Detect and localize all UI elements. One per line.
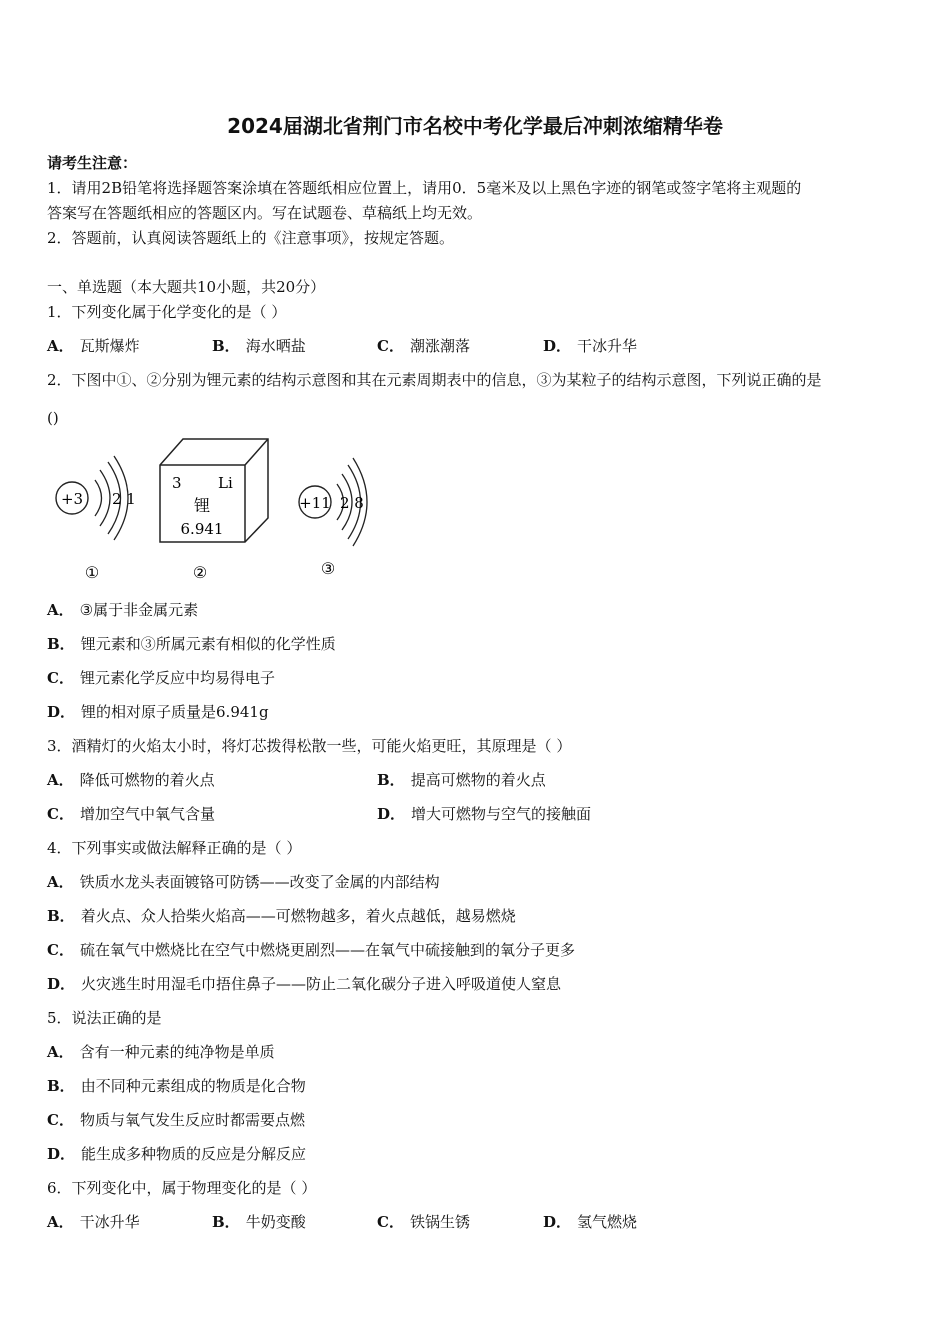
lithium-atom-diagram xyxy=(56,456,136,582)
nucleus-charge: +3 xyxy=(60,490,84,508)
element-name: 锂 xyxy=(193,496,211,515)
option-text: 提高可燃物的着火点 xyxy=(410,771,546,789)
q2-option-d xyxy=(47,702,269,722)
q3-option-c xyxy=(47,804,215,824)
electron-shells: 2 1 xyxy=(112,490,136,508)
option-text: 干冰升华 xyxy=(79,1213,140,1231)
option-key: A． xyxy=(47,601,74,619)
q1-option-a xyxy=(47,336,140,356)
q3-option-a xyxy=(47,770,215,790)
option-key: D． xyxy=(47,703,76,721)
q4-option-d xyxy=(47,974,561,994)
option-text: 氢气燃烧 xyxy=(577,1213,638,1231)
figure-label: ③ xyxy=(320,559,336,578)
option-key: C． xyxy=(47,805,74,823)
page-title: 2024届湖北省荆门市名校中考化学最后冲刺浓缩精华卷 xyxy=(227,114,723,138)
q3-stem: 3．酒精灯的火焰太小时，将灯芯拨得松散一些，可能火焰更旺，其原理是（ ） xyxy=(47,737,572,755)
q4-stem: 4．下列事实或做法解释正确的是（ ） xyxy=(47,839,302,857)
option-text: ③属于非金属元素 xyxy=(79,601,199,619)
periodic-table-cell xyxy=(160,439,268,582)
notice-line-1b: 答案写在答题纸相应的答题区内。写在试题卷、草稿纸上均无效。 xyxy=(47,204,483,222)
q2-stem-paren: () xyxy=(47,409,59,427)
option-text: 硫在氧气中燃烧比在空气中燃烧更剧烈——在氧气中硫接触到的氧分子更多 xyxy=(79,941,575,959)
option-text: 潮涨潮落 xyxy=(409,337,470,355)
q1-option-c xyxy=(377,336,470,356)
option-text: 锂元素和③所属元素有相似的化学性质 xyxy=(80,635,336,653)
option-key: D． xyxy=(47,975,76,993)
option-text: 铁锅生锈 xyxy=(409,1213,470,1231)
q3-option-b xyxy=(377,770,546,790)
option-key: C． xyxy=(47,941,74,959)
option-key: C． xyxy=(377,337,404,355)
q2-option-a xyxy=(47,600,198,620)
option-text: 含有一种元素的纯净物是单质 xyxy=(79,1043,275,1061)
option-key: A． xyxy=(47,873,74,891)
section-heading: 一、单选题（本大题共10小题，共20分） xyxy=(47,278,326,296)
element-symbol: Li xyxy=(218,474,233,492)
option-key: B． xyxy=(47,635,75,653)
option-text: 增大可燃物与空气的接触面 xyxy=(411,805,592,823)
option-key: B． xyxy=(212,337,240,355)
atomic-mass: 6.941 xyxy=(180,520,224,538)
q1-stem: 1．下列变化属于化学变化的是（ ） xyxy=(47,303,287,321)
figure-label: ② xyxy=(192,563,208,582)
nucleus-charge: +11 xyxy=(299,494,331,512)
q5-option-b xyxy=(47,1076,306,1096)
option-text: 物质与氧气发生反应时都需要点燃 xyxy=(79,1111,305,1129)
option-key: B． xyxy=(47,907,75,925)
option-key: B． xyxy=(47,1077,75,1095)
option-key: D． xyxy=(377,805,406,823)
shell-arc xyxy=(95,480,102,516)
option-key: B． xyxy=(212,1213,240,1231)
particle-diagram xyxy=(299,458,367,578)
option-key: A． xyxy=(47,1043,74,1061)
option-text: 铁质水龙头表面镀铬可防锈——改变了金属的内部结构 xyxy=(79,873,440,891)
electron-shells: 2 8 xyxy=(340,494,364,512)
option-key: A． xyxy=(47,337,74,355)
option-text: 瓦斯爆炸 xyxy=(79,337,140,355)
option-key: D． xyxy=(543,1213,572,1231)
q2-figure xyxy=(40,432,400,590)
option-text: 增加空气中氧气含量 xyxy=(79,805,215,823)
q1-option-d xyxy=(543,336,637,356)
q4-option-b xyxy=(47,906,516,926)
option-text: 着火点、众人拾柴火焰高——可燃物越多，着火点越低，越易燃烧 xyxy=(80,907,516,925)
option-text: 干冰升华 xyxy=(577,337,638,355)
notice-line-1: 1．请用2B铅笔将选择题答案涂填在答题纸相应位置上，请用0．5毫米及以上黑色字迹的钢笔或签字笔将主观题的 xyxy=(47,179,802,197)
option-key: D． xyxy=(543,337,572,355)
option-text: 能生成多种物质的反应是分解反应 xyxy=(81,1145,307,1163)
option-key: B． xyxy=(377,771,405,789)
q3-option-d xyxy=(377,804,591,824)
q5-stem: 5．说法正确的是 xyxy=(47,1009,162,1027)
q6-option-b xyxy=(212,1212,306,1232)
option-key: D． xyxy=(47,1145,76,1163)
q6-stem: 6．下列变化中，属于物理变化的是（ ） xyxy=(47,1179,317,1197)
notice-heading: 请考生注意： xyxy=(47,154,138,172)
option-text: 火灾逃生时用湿毛巾捂住鼻子——防止二氧化碳分子进入呼吸道使人窒息 xyxy=(81,975,562,993)
option-text: 锂元素化学反应中均易得电子 xyxy=(79,669,275,687)
q5-option-c xyxy=(47,1110,305,1130)
option-text: 牛奶变酸 xyxy=(245,1213,306,1231)
notice-line-2: 2．答题前，认真阅读答题纸上的《注意事项》，按规定答题。 xyxy=(47,229,455,247)
option-text: 海水晒盐 xyxy=(245,337,306,355)
q6-option-a xyxy=(47,1212,140,1232)
figure-label: ① xyxy=(84,563,100,582)
q6-option-d xyxy=(543,1212,637,1232)
option-text: 锂的相对原子质量是6.941g xyxy=(81,703,269,721)
q1-option-b xyxy=(212,336,306,356)
q5-option-a xyxy=(47,1042,275,1062)
q2-stem: 2．下图中①、②分别为锂元素的结构示意图和其在元素周期表中的信息，③为某粒子的结构示意图，下列说正确的是 xyxy=(47,371,822,389)
q6-option-c xyxy=(377,1212,470,1232)
option-key: C． xyxy=(377,1213,404,1231)
q2-option-b xyxy=(47,634,336,654)
option-text: 由不同种元素组成的物质是化合物 xyxy=(80,1077,306,1095)
atomic-number: 3 xyxy=(172,474,182,492)
q4-option-c xyxy=(47,940,575,960)
q2-option-c xyxy=(47,668,275,688)
option-key: C． xyxy=(47,1111,74,1129)
option-key: A． xyxy=(47,771,74,789)
option-key: A． xyxy=(47,1213,74,1231)
q4-option-a xyxy=(47,872,440,892)
option-key: C． xyxy=(47,669,74,687)
option-text: 降低可燃物的着火点 xyxy=(79,771,215,789)
q5-option-d xyxy=(47,1144,306,1164)
